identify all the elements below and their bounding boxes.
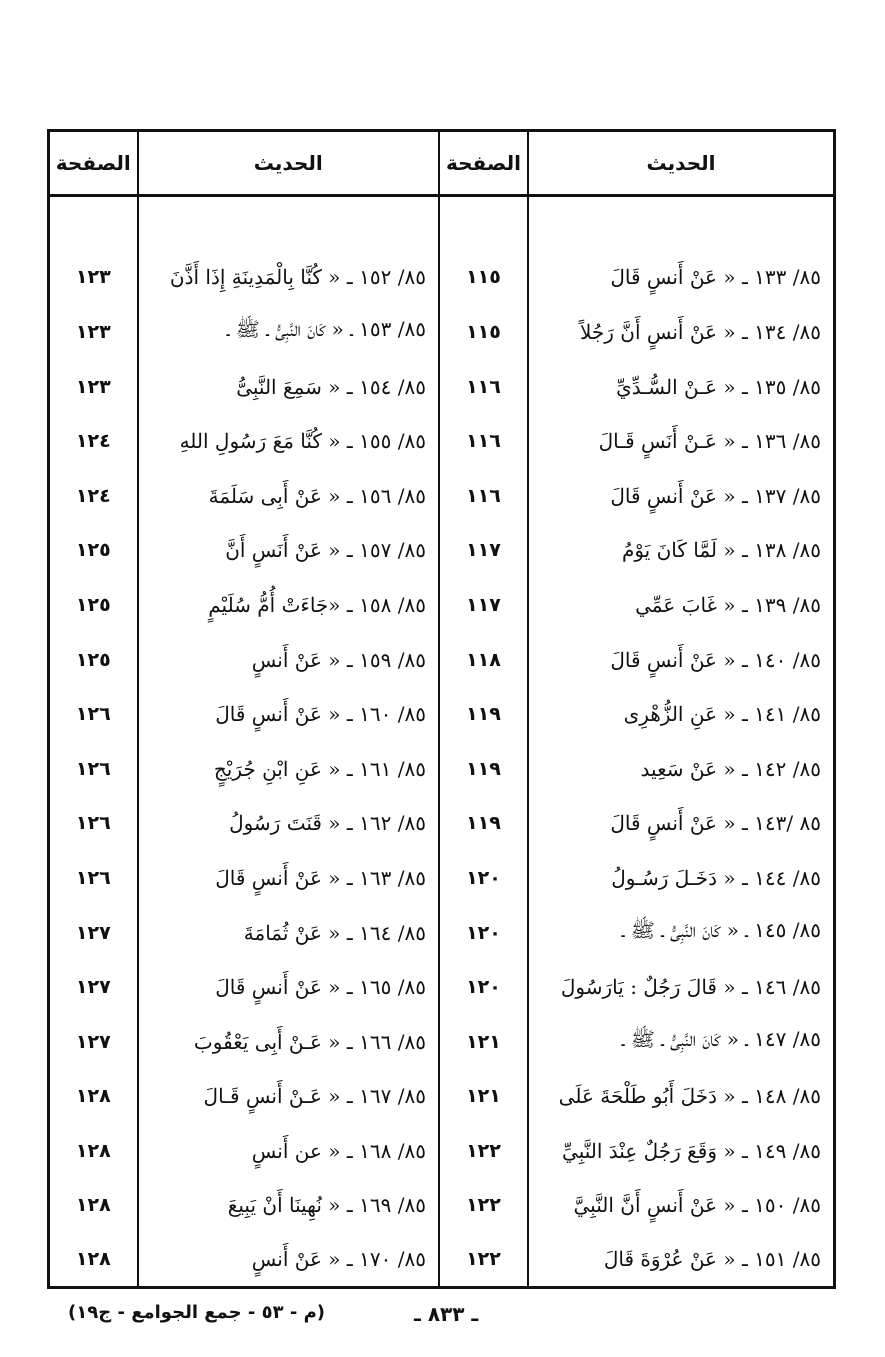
table-row [49, 905, 835, 960]
page-number-left: ١٢٨ [49, 1069, 138, 1124]
table-row [49, 305, 835, 360]
page-number-right: ١٢٢ [439, 1233, 528, 1288]
hadith-entry-left: ٨٥/ ١٥٣ ـ « كَانَ النَّبِىُّ ـ ﷺ ـ [138, 305, 439, 360]
hadith-entry-left: ٨٥/ ١٦٨ ـ « عن أَنسٍ [138, 1124, 439, 1179]
table-body [49, 196, 835, 1288]
page-number-right: ١١٩ [439, 687, 528, 742]
table-row [49, 468, 835, 523]
table-row [49, 523, 835, 578]
page-number-right: ١١٦ [439, 359, 528, 414]
page-number-left: ١٢٨ [49, 1124, 138, 1179]
hadith-entry-left: ٨٥/ ١٥٢ ـ « كُنَّا بِالْمَدِينَةِ إِذَا أَذَّنَ [138, 250, 439, 305]
table-row [49, 578, 835, 633]
page-number-left: ١٢٨ [49, 1233, 138, 1288]
page-number-right: ١١٧ [439, 578, 528, 633]
page-number-right: ١١٥ [439, 250, 528, 305]
page-number-right: ١١٥ [439, 305, 528, 360]
header-hadith-left: الحديث [138, 131, 439, 196]
hadith-entry-left: ٨٥/ ١٥٥ ـ « كُنَّا مَعَ رَسُولِ اللهِ [138, 414, 439, 469]
page-number-left: ١٢٦ [49, 851, 138, 906]
table-header-row [49, 131, 835, 196]
page-number-left: ١٢٥ [49, 523, 138, 578]
page-number-right: ١١٩ [439, 741, 528, 796]
page-number-right: ١١٧ [439, 523, 528, 578]
hadith-entry-right: ٨٥/ ١٤٧ ـ « كَانَ النَّبِىُّ ـ ﷺ ـ [528, 1014, 835, 1069]
page-number-right: ١١٩ [439, 796, 528, 851]
page-number-right: ١٢٢ [439, 1178, 528, 1233]
hadith-entry-right: ٨٥/ ١٤١ ـ « عَنِ الزُّهْرِى [528, 687, 835, 742]
hadith-entry-left: ٨٥/ ١٧٠ ـ « عَنْ أَنسٍ [138, 1233, 439, 1288]
hadith-entry-right: ٨٥/ ١٣٥ ـ « عَـنْ السُّـدِّيِّ [528, 359, 835, 414]
table-row [49, 741, 835, 796]
hadith-entry-right: ٨٥/ ١٣٣ ـ « عَنْ أَنسٍ قَالَ [528, 250, 835, 305]
hadith-entry-right: ٨٥/ ١٤٤ ـ « دَخَـلَ رَسُـولُ [528, 851, 835, 906]
hadith-entry-right: ٨٥/ ١٣٧ ـ « عَنْ أَنسٍ قَالَ [528, 468, 835, 523]
page-number-left: ١٢٧ [49, 1014, 138, 1069]
page-number-right: ١١٨ [439, 632, 528, 687]
page-number-left: ١٢٤ [49, 468, 138, 523]
hadith-entry-left: ٨٥/ ١٦٧ ـ « عَـنْ أَنسٍ قَـالَ [138, 1069, 439, 1124]
table-row [49, 1069, 835, 1124]
table-row [49, 1124, 835, 1179]
hadith-entry-right: ٨٥/ ١٤٥ ـ « كَانَ النَّبِىُّ ـ ﷺ ـ [528, 905, 835, 960]
page-number-right: ١٢٠ [439, 851, 528, 906]
table-spacer-row [49, 196, 835, 251]
table-row [49, 250, 835, 305]
hadith-entry-left: ٨٥/ ١٦٣ ـ « عَنْ أَنسٍ قَالَ [138, 851, 439, 906]
hadith-entry-left: ٨٥/ ١٥٤ ـ « سَمِعَ النَّبِىُّ [138, 359, 439, 414]
table-row [49, 960, 835, 1015]
page-number-left: ١٢٦ [49, 687, 138, 742]
hadith-entry-right: ٨٥/ ١٤٩ ـ « وَقَعَ رَجُلٌ عِنْدَ النَّبِيِّ [528, 1124, 835, 1179]
page-number-left: ١٢٣ [49, 359, 138, 414]
hadith-entry-right: ٨٥/ ١٤٦ ـ « قَالَ رَجُلٌ : يَارَسُولَ [528, 960, 835, 1015]
hadith-entry-left: ٨٥/ ١٦١ ـ « عَنِ ابْنِ جُرَيْجٍ [138, 741, 439, 796]
hadith-entry-left: ٨٥/ ١٦٤ ـ « عَنْ ثُمَامَةَ [138, 905, 439, 960]
table-row [49, 414, 835, 469]
page-number-right: ١١٦ [439, 414, 528, 469]
page-number-left: ١٢٧ [49, 960, 138, 1015]
table-row [49, 1178, 835, 1233]
hadith-entry-left: ٨٥/ ١٦٢ ـ « قَنَتَ رَسُولُ [138, 796, 439, 851]
page-number-left: ١٢٤ [49, 414, 138, 469]
table-row [49, 1014, 835, 1069]
hadith-entry-right: ٨٥/ ١٥٠ ـ « عَنْ أَنسٍ أَنَّ النَّبِيَّ [528, 1178, 835, 1233]
hadith-entry-left: ٨٥/ ١٥٩ ـ « عَنْ أَنسٍ [138, 632, 439, 687]
header-page-left: الصفحة [49, 131, 138, 196]
page-number-left: ١٢٨ [49, 1178, 138, 1233]
table-row [49, 796, 835, 851]
page-number-left: ١٢٦ [49, 741, 138, 796]
hadith-entry-left: ٨٥/ ١٥٧ ـ « عَنْ أَنَسٍ أَنَّ [138, 523, 439, 578]
page-number-right: ١٢٠ [439, 960, 528, 1015]
page-number-left: ١٢٦ [49, 796, 138, 851]
table-row [49, 359, 835, 414]
hadith-entry-left: ٨٥/ ١٦٦ ـ « عَـنْ أَبِى يَعْقُوبَ [138, 1014, 439, 1069]
table-row [49, 1233, 835, 1288]
page-number: ـ ٨٣٣ ـ [414, 1302, 479, 1326]
header-hadith-right: الحديث [528, 131, 835, 196]
hadith-entry-right: ٨٥/ ١٤٢ ـ « عَنْ سَعِيد [528, 741, 835, 796]
hadith-entry-right: ٨٥/ ١٤٠ ـ « عَنْ أَنسٍ قَالَ [528, 632, 835, 687]
page-number-right: ١٢٠ [439, 905, 528, 960]
hadith-entry-right: ٨٥ /١٤٣ ـ « عَنْ أَنسٍ قَالَ [528, 796, 835, 851]
table-row [49, 687, 835, 742]
hadith-entry-left: ٨٥/ ١٥٦ ـ « عَنْ أَبِى سَلَمَةَ [138, 468, 439, 523]
hadith-entry-left: ٨٥/ ١٦٩ ـ « نُهِينَا أَنْ يَبِيعَ [138, 1178, 439, 1233]
hadith-entry-right: ٨٥/ ١٣٤ ـ « عَنْ أَنسٍ أَنَّ رَجُلاً [528, 305, 835, 360]
page-number-left: ١٢٣ [49, 250, 138, 305]
page-number-right: ١٢١ [439, 1014, 528, 1069]
hadith-entry-right: ٨٥/ ١٤٨ ـ « دَخَلَ أَبُو طَلْحَةَ عَلَى [528, 1069, 835, 1124]
page-number-left: ١٢٧ [49, 905, 138, 960]
hadith-entry-left: ٨٥/ ١٦٠ ـ « عَنْ أَنسٍ قَالَ [138, 687, 439, 742]
page-number-right: ١٢٢ [439, 1124, 528, 1179]
table-row [49, 632, 835, 687]
page-number-left: ١٢٥ [49, 578, 138, 633]
hadith-index-table [47, 129, 836, 1289]
hadith-entry-right: ٨٥/ ١٣٩ ـ « غَابَ عَمِّي [528, 578, 835, 633]
hadith-entry-right: ٨٥/ ١٣٦ ـ « عَـنْ أَنَسٍ قَـالَ [528, 414, 835, 469]
hadith-entry-left: ٨٥/ ١٥٨ ـ «جَاءَتْ أُمُّ سُلَيْمٍ [138, 578, 439, 633]
hadith-entry-right: ٨٥/ ١٥١ ـ « عَنْ عُرْوَةَ قَالَ [528, 1233, 835, 1288]
table-row [49, 851, 835, 906]
page-number-left: ١٢٥ [49, 632, 138, 687]
page-number-right: ١٢١ [439, 1069, 528, 1124]
page-number-right: ١١٦ [439, 468, 528, 523]
hadith-entry-right: ٨٥/ ١٣٨ ـ « لَمَّا كَانَ يَوْمُ [528, 523, 835, 578]
header-page-right: الصفحة [439, 131, 528, 196]
hadith-entry-left: ٨٥/ ١٦٥ ـ « عَنْ أَنسٍ قَالَ [138, 960, 439, 1015]
page-number-left: ١٢٣ [49, 305, 138, 360]
volume-note: (م - ٥٣ - جمع الجوامع - ج١٩) [68, 1302, 326, 1323]
